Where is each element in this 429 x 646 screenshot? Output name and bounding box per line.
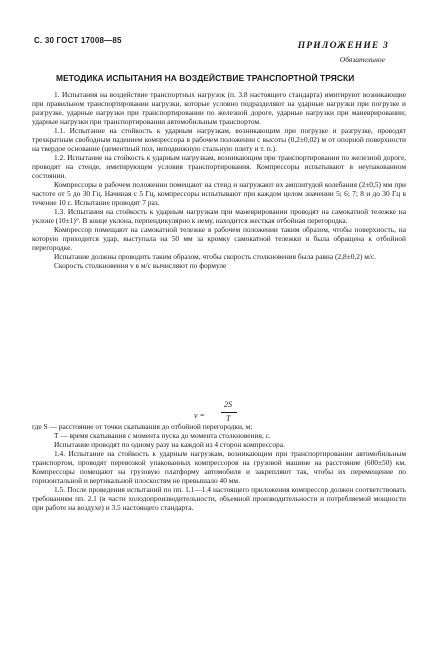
paragraph: Компрессор помещают на самокатной тележке в рабочем положении таким образом, чтобы поверхность, на которую приходится удар, выступала на 50 мм за кромку самокатной тележки и была обращена к отбойной перегородке. (32, 225, 406, 253)
formula-denominator: T (226, 414, 231, 423)
fraction-bar (221, 412, 237, 413)
page-header: С. 30 ГОСТ 17008—85 (34, 36, 122, 45)
appendix-label: ПРИЛОЖЕНИЕ 3 (297, 41, 389, 51)
body-text-2 (32, 440, 406, 512)
mandatory-label: Обязательное (339, 55, 385, 64)
formula-lhs: v = (194, 411, 205, 420)
paragraph: 1.1. Испытание на стойкость к ударным нагрузкам, возникающим при погрузке и разгрузке, проводят трехкратным свободным падением компрессора в рабочем положении с высоты (0,2±0,02) м от опорной поверхности на твердое основание (цементный пол, неподвижную стальную плиту и т. п.). (32, 126, 406, 154)
paragraph: 1.2. Испытание на стойкость к ударным нагрузкам, возникающим при транспортировании по железной дороге, проводят на стенде, имитирующем условия транспортирования. Компрессоры испытывают в неупакованном состоянии. (32, 153, 406, 181)
paragraph: Испытание должны проводить таким образом, чтобы скорость столкновения была равна (2,8±0,2) м/с. (54, 252, 377, 262)
where-line: T — время скатывания с момента пуска до момента столкновения, с. (54, 431, 271, 441)
formula-numerator: 2S (224, 400, 232, 409)
section-title: МЕТОДИКА ИСПЫТАНИЯ НА ВОЗДЕЙСТВИЕ ТРАНСПОРТНОЙ ТРЯСКИ (56, 73, 355, 83)
paragraph: Компрессоры в рабочем положении помещают на стенд и нагружают их амплитудой колебания (2±0,5) мм при частоте от 5 до 30 Гц. Начиная с 5 Гц, компрессоры испытывают при каждом целом значении 5; 6; 7; 8 и до 30 Гц в течение 10 с. Испытание проводят 7 раз. (32, 180, 406, 208)
paragraph: Скорость столкновения v в м/с вычисляют по формуле (54, 261, 227, 271)
paragraph: Испытание проводят по одному разу на каждой из 4 сторон компрессора. (54, 440, 285, 449)
where-line: где S — расстояние от точки скатывания до отбойной перегородки, м; (32, 422, 253, 431)
body-text (32, 90, 406, 270)
paragraph: 1.4. Испытание на стойкость к ударным нагрузкам, возникающим при транспортировании автомобильным транспортом, проводят перевозкой упакованных компрессоров на грузовой машине на расстояние (600±50) км. Компрессоры помещают на грузовую платформу автомобиля и закрепляют так, чтобы их перемещение по горизонтальной и вертикальной плоскостям не превышало 40 мм. (32, 449, 406, 486)
paragraph: 1.5. После проведения испытаний по пп. 1.1—1.4 настоящего приложения компрессор должен соответствовать требованиям пп. 2.1 (в части холодопроизводительности, объемной производительности и потребляемой мощности при работе на воздухе) и 3.5 настоящего стандарта. (32, 485, 406, 513)
where-block (32, 422, 406, 440)
paragraph: 1.3. Испытания на стойкость к ударным нагрузкам при маневрировании проводят на самокатной тележке на уклоне (10±1)°. В конце уклона, перпендикулярно к нему, находится жесткая отбойная перегородка. (32, 207, 406, 226)
paragraph: 1. Испытания на воздействие транспортных нагрузок (п. 3.8 настоящего стандарта) имитируют возникающие при правильном транспортировании нагрузки, которые условно подразделяют на ударные нагрузки при погрузке и разгрузке, ударные нагрузки при транспортировании по железной дороге, ударные нагрузки при маневрировании; ударные нагрузки при транспортировании автомобильным транспортом. (32, 90, 406, 127)
